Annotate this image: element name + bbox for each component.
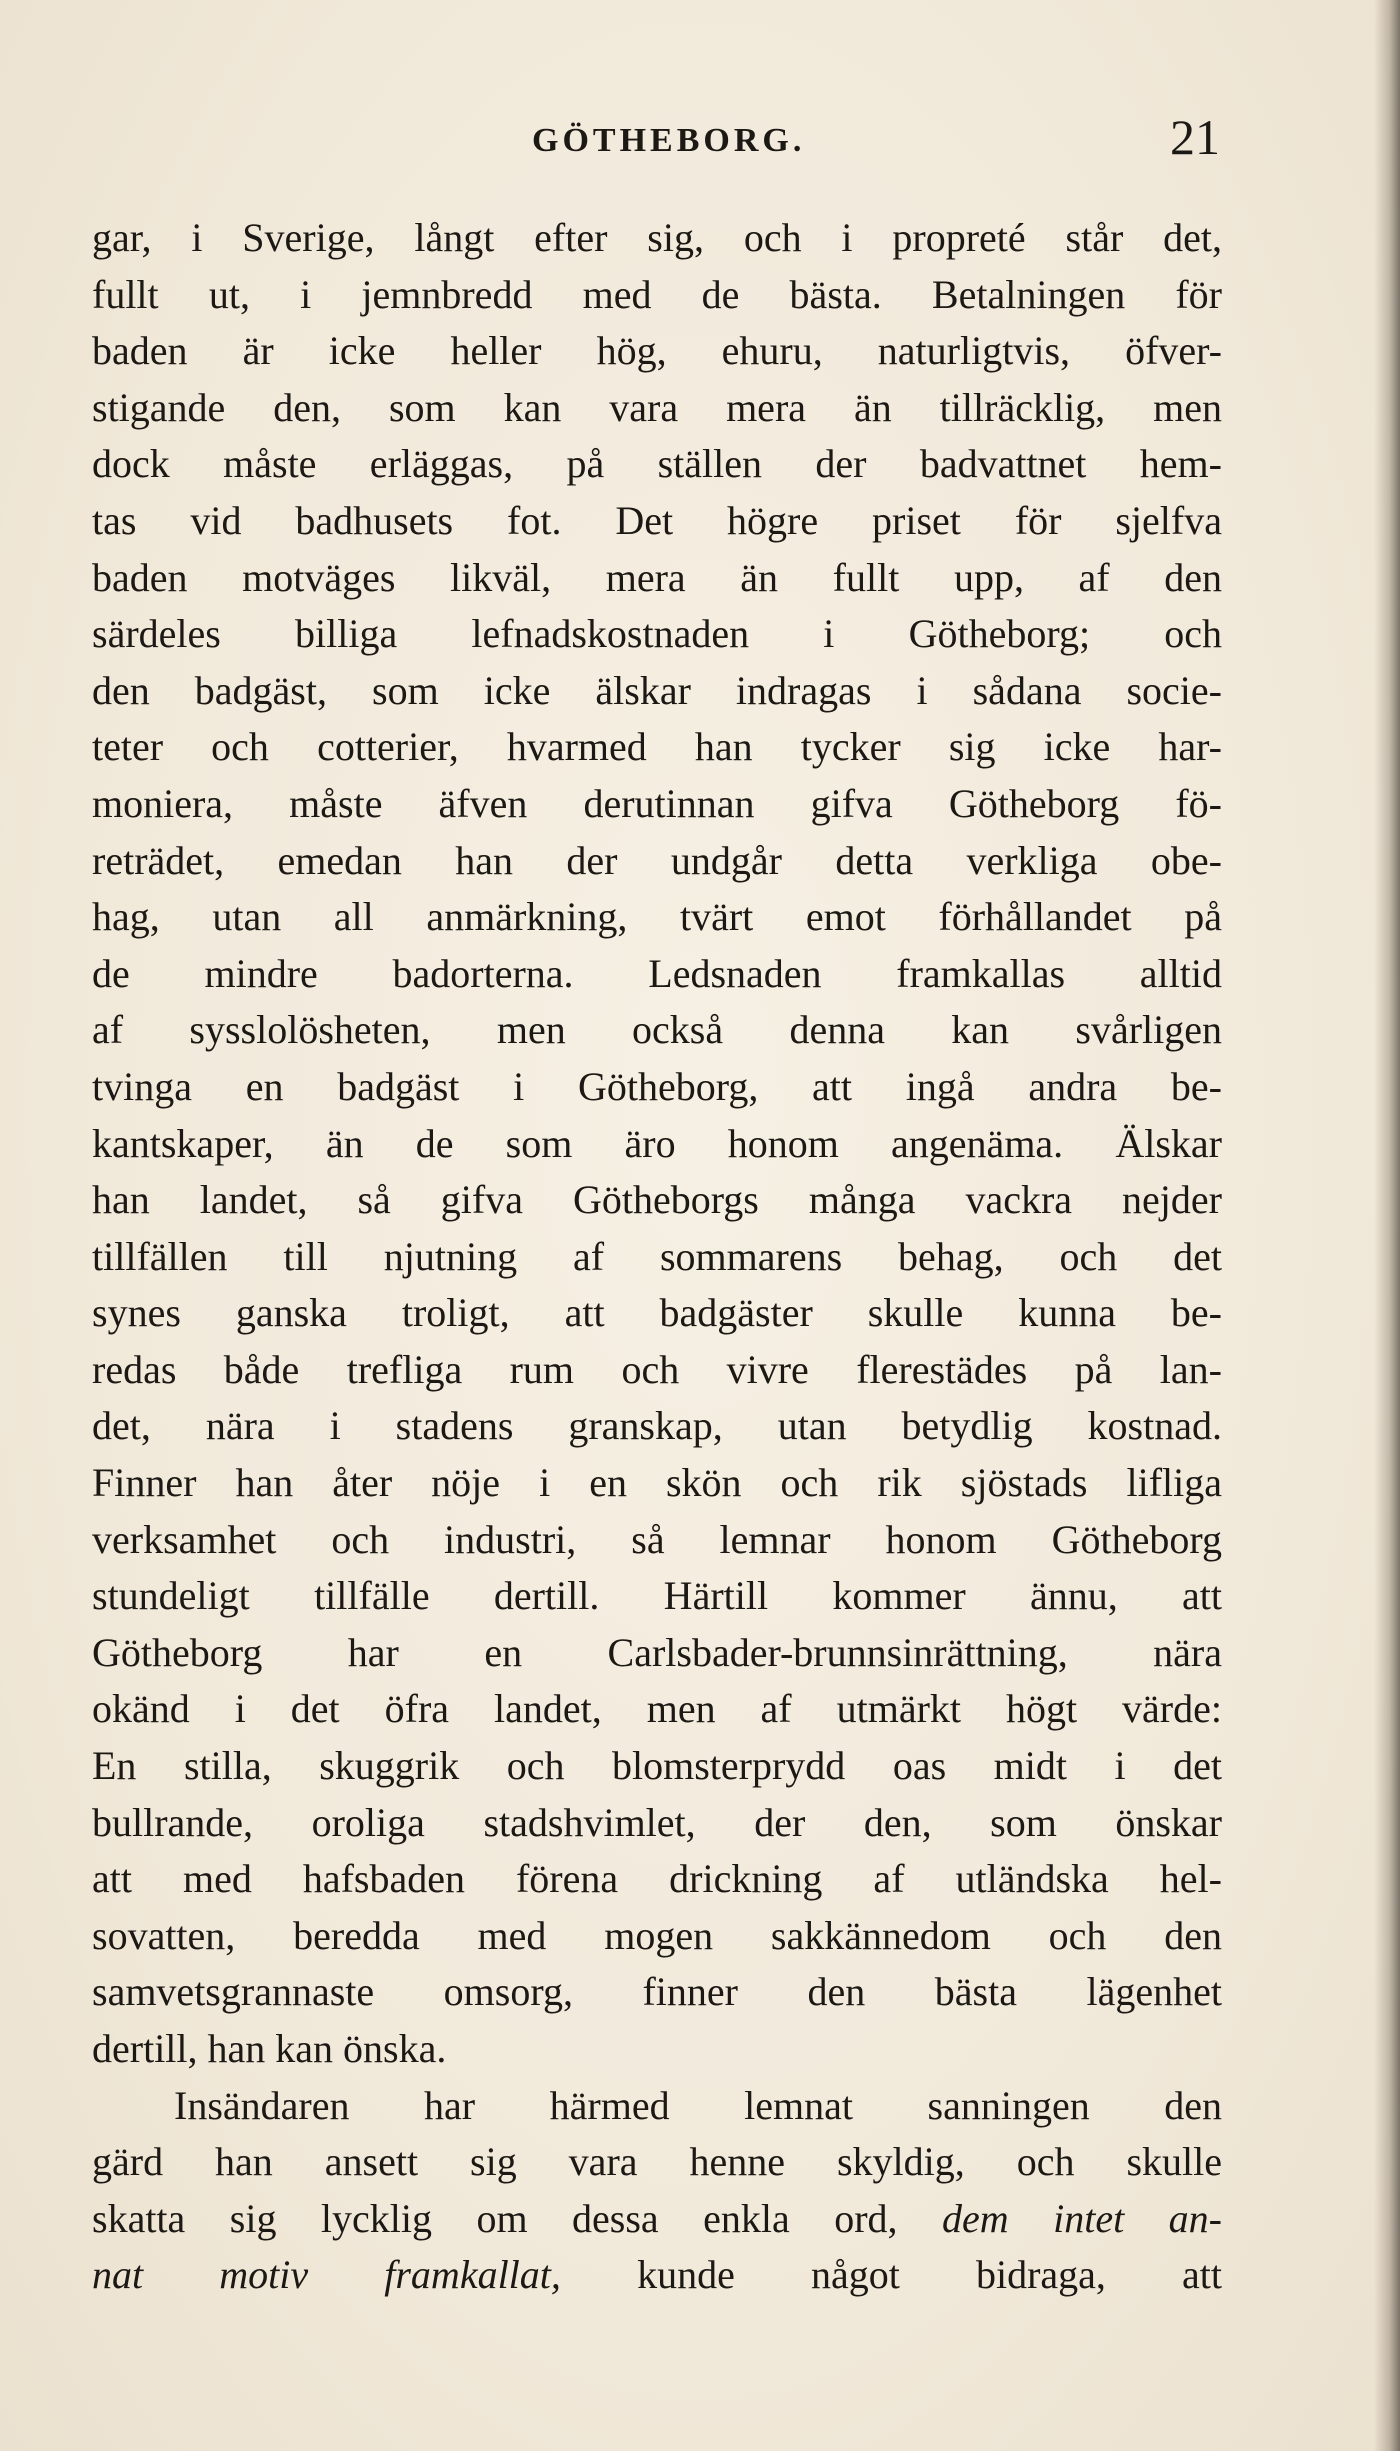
text-line: gärd han ansett sig vara henne skyldig, och skulle	[92, 2139, 1222, 2185]
text-line: stigande den, som kan vara mera än tillräcklig, men	[92, 384, 1222, 430]
text-line: kantskaper, än de som äro honom angenäma. Älskar	[92, 1120, 1222, 1166]
text-line: fullt ut, i jemnbredd med de bästa. Betalningen för	[92, 271, 1222, 317]
italic-span: nat motiv framkallat,	[92, 2252, 561, 2298]
text-line	[92, 2191, 1222, 2248]
page-header	[90, 108, 1220, 178]
text-line: särdeles billiga lefnadskostnaden i Götheborg; och	[92, 611, 1222, 657]
text-line: okänd i det öfra landet, men af utmärkt högt värde:	[92, 1686, 1222, 1732]
text-line: tvinga en badgäst i Götheborg, att ingå andra be-	[92, 1063, 1222, 1109]
text-line: gar, i Sverige, långt efter sig, och i propreté står det,	[92, 215, 1222, 260]
running-head: GÖTHEBORG.	[532, 122, 806, 159]
body-text	[92, 210, 1222, 2304]
text-line: baden motväges likväl, mera än fullt upp, af den	[92, 554, 1222, 600]
text-line	[92, 2247, 1222, 2304]
text-line: tas vid badhusets fot. Det högre priset för sjelfva	[92, 497, 1222, 543]
text-line: reträdet, emedan han der undgår detta verkliga obe-	[92, 837, 1222, 883]
text-line: att med hafsbaden förena drickning af utländska hel-	[92, 1856, 1222, 1902]
text-line: Finner han åter nöje i en skön och rik sjöstads lifliga	[92, 1460, 1222, 1506]
text-line: stundeligt tillfälle dertill. Härtill kommer ännu, att	[92, 1573, 1222, 1619]
text-line: samvetsgrannaste omsorg, finner den bästa lägenhet	[92, 1969, 1222, 2015]
text-line: Götheborg har en Carlsbader-brunnsinrättning, nära	[92, 1629, 1222, 1675]
text-line: det, nära i stadens granskap, utan betydlig kostnad.	[92, 1403, 1222, 1449]
text-line: dertill, han kan önska.	[92, 2026, 447, 2071]
italic-span: dem intet an-	[942, 2195, 1222, 2241]
page-number: 21	[1170, 109, 1220, 165]
text-line: moniera, måste äfven derutinnan gifva Götheborg fö-	[92, 780, 1222, 826]
text-line: bullrande, oroliga stadshvimlet, der den, som önskar	[92, 1799, 1222, 1845]
text-line: sovatten, beredda med mogen sakkännedom och den	[92, 1912, 1222, 1958]
text-line: dock måste erläggas, på ställen der badvattnet hem-	[92, 441, 1222, 487]
text-line: af sysslolösheten, men också denna kan svårligen	[92, 1007, 1222, 1053]
text-line: teter och cotterier, hvarmed han tycker sig icke har-	[92, 724, 1222, 770]
text-line: hag, utan all anmärkning, tvärt emot förhållandet på	[92, 894, 1222, 940]
text-line: han landet, så gifva Götheborgs många vackra nejder	[92, 1177, 1222, 1223]
text-line: tillfällen till njutning af sommarens behag, och det	[92, 1233, 1222, 1279]
text-line: En stilla, skuggrik och blomsterprydd oas midt i det	[92, 1743, 1222, 1789]
text-line: verksamhet och industri, så lemnar honom Götheborg	[92, 1516, 1222, 1562]
text-span: kunde något bidraga, att	[637, 2252, 1223, 2298]
text-line: synes ganska troligt, att badgäster skulle kunna be-	[92, 1290, 1222, 1336]
text-line: Insändaren har härmed lemnat sanningen den	[174, 2082, 1222, 2128]
text-line: baden är icke heller hög, ehuru, naturligtvis, öfver-	[92, 328, 1222, 374]
text-span: skatta sig lycklig om dessa enkla ord,	[92, 2195, 898, 2241]
page-edge-shadow	[1374, 0, 1400, 2451]
text-line: redas både trefliga rum och vivre flerestädes på lan-	[92, 1346, 1222, 1392]
text-line: den badgäst, som icke älskar indragas i sådana socie-	[92, 667, 1222, 713]
text-line: de mindre badorterna. Ledsnaden framkallas alltid	[92, 950, 1222, 996]
